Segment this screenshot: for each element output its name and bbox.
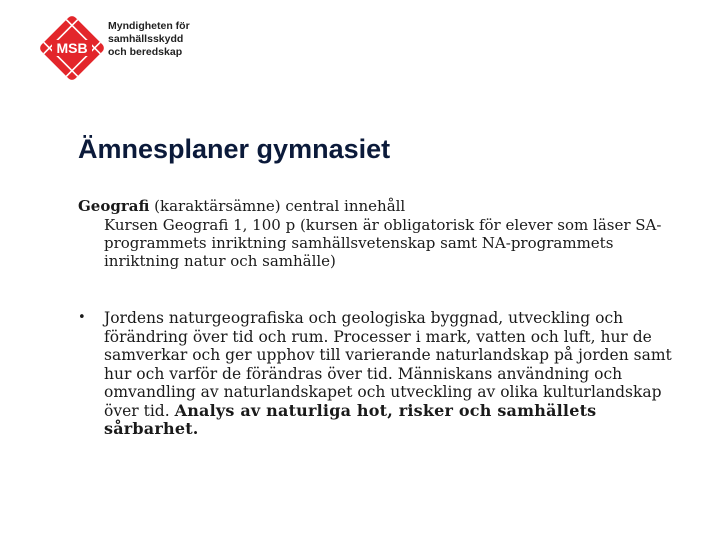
logo-mark-text: MSB xyxy=(56,40,88,56)
msb-logo-icon xyxy=(38,14,106,82)
subject-name: Geografi xyxy=(78,197,150,215)
subject-heading xyxy=(78,197,405,215)
course-description: Kursen Geografi 1, 100 p (kursen är obligatorisk för elever som läser SA-programmets inriktning samhällsvetenskap samt NA-programmets inriktning natur och samhälle) xyxy=(104,216,662,270)
page-title: Ämnesplaner gymnasiet xyxy=(78,134,391,164)
bullet-text xyxy=(104,309,684,439)
bullet-body: Jordens naturgeografiska och geologiska byggnad, utveckling och förändring över tid och rum. Processer i mark, vatten och luft, hur de samverkar och ger upphov till varierande naturlandskap på jorden samt hur och varför de förändras över tid. Människans användning och omvandling av naturlandskapet och utveckling av olika kulturlandskap över tid. xyxy=(104,309,672,420)
logo-line-2: samhällsskydd xyxy=(108,33,184,45)
logo-line-1: Myndigheten för xyxy=(108,20,190,32)
subject-description: (karaktärsämne) central innehåll xyxy=(149,197,406,215)
logo-wordmark xyxy=(108,20,190,59)
bullet-icon: • xyxy=(78,310,86,325)
bullet-emphasis: Analys av naturliga hot, risker och samhällets sårbarhet. xyxy=(104,400,597,438)
logo-line-3: och beredskap xyxy=(108,46,183,58)
